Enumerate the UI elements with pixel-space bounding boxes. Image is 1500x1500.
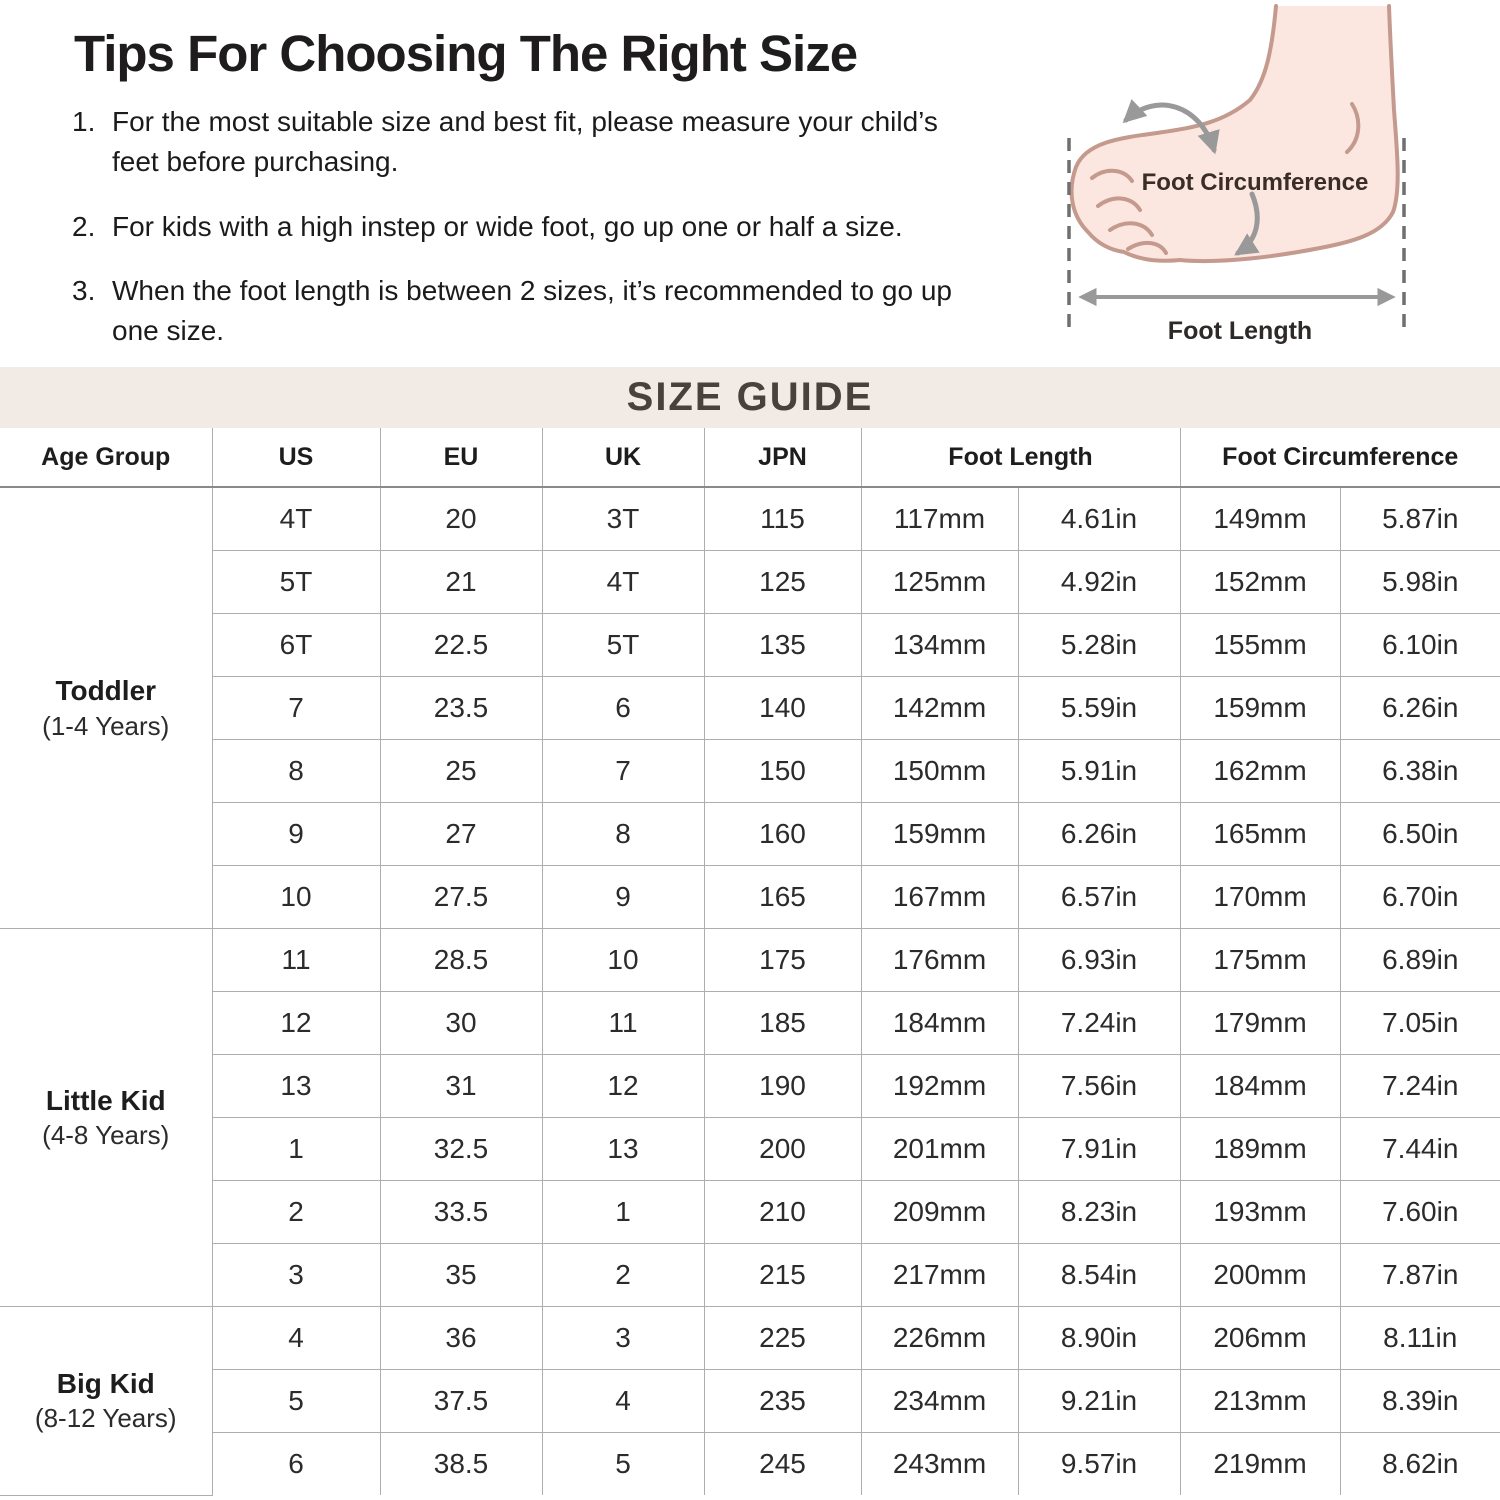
table-row	[0, 1369, 1500, 1432]
size-cell: 25	[380, 739, 542, 802]
table-row	[0, 676, 1500, 739]
size-cell: 167mm	[861, 865, 1018, 928]
size-cell: 11	[542, 991, 704, 1054]
size-cell: 7.44in	[1340, 1117, 1500, 1180]
size-cell: 234mm	[861, 1369, 1018, 1432]
size-cell: 149mm	[1180, 487, 1340, 550]
column-header-foot-length: Foot Length	[861, 428, 1180, 487]
size-cell: 179mm	[1180, 991, 1340, 1054]
tip-item-3	[72, 271, 1022, 351]
size-cell: 152mm	[1180, 550, 1340, 613]
column-header-age-group: Age Group	[0, 428, 212, 487]
size-cell: 8.11in	[1340, 1306, 1500, 1369]
size-cell: 33.5	[380, 1180, 542, 1243]
size-cell: 8.62in	[1340, 1432, 1500, 1495]
size-cell: 38.5	[380, 1432, 542, 1495]
table-row	[0, 802, 1500, 865]
size-cell: 27	[380, 802, 542, 865]
column-header-uk: UK	[542, 428, 704, 487]
size-cell: 7.56in	[1018, 1054, 1180, 1117]
size-cell: 159mm	[1180, 676, 1340, 739]
tips-section	[0, 0, 1500, 367]
size-cell: 9.21in	[1018, 1369, 1180, 1432]
size-cell: 7.05in	[1340, 991, 1500, 1054]
size-cell: 3T	[542, 487, 704, 550]
size-cell: 36	[380, 1306, 542, 1369]
table-row	[0, 1306, 1500, 1369]
size-cell: 125mm	[861, 550, 1018, 613]
foot-length-label: Foot Length	[1167, 317, 1313, 345]
age-group-range: (8-12 Years)	[34, 1403, 177, 1434]
tip-number: 1.	[72, 106, 96, 137]
size-cell: 7.60in	[1340, 1180, 1500, 1243]
size-cell: 200	[704, 1117, 861, 1180]
size-cell: 3	[542, 1306, 704, 1369]
size-cell: 21	[380, 550, 542, 613]
size-cell: 13	[542, 1117, 704, 1180]
size-cell: 35	[380, 1243, 542, 1306]
size-cell: 4.61in	[1018, 487, 1180, 550]
size-cell: 243mm	[861, 1432, 1018, 1495]
age-group-name: Toddler	[55, 675, 157, 707]
size-cell: 11	[212, 928, 380, 991]
size-cell: 5.98in	[1340, 550, 1500, 613]
size-cell: 5.59in	[1018, 676, 1180, 739]
size-cell: 20	[380, 487, 542, 550]
size-cell: 12	[212, 991, 380, 1054]
size-cell: 150	[704, 739, 861, 802]
size-cell: 6.70in	[1340, 865, 1500, 928]
size-cell: 6.89in	[1340, 928, 1500, 991]
size-cell: 140	[704, 676, 861, 739]
column-header-us: US	[212, 428, 380, 487]
size-cell: 3	[212, 1243, 380, 1306]
size-table-body	[0, 487, 1500, 1495]
size-cell: 4.92in	[1018, 550, 1180, 613]
size-cell: 6.38in	[1340, 739, 1500, 802]
size-cell: 7.91in	[1018, 1117, 1180, 1180]
size-cell: 155mm	[1180, 613, 1340, 676]
foot-circumference-label: Foot Circumference	[1141, 169, 1369, 196]
size-cell: 217mm	[861, 1243, 1018, 1306]
age-group-range: (1-4 Years)	[42, 710, 170, 741]
size-cell: 7	[542, 739, 704, 802]
size-cell: 6T	[212, 613, 380, 676]
size-cell: 23.5	[380, 676, 542, 739]
size-cell: 13	[212, 1054, 380, 1117]
size-cell: 7.24in	[1018, 991, 1180, 1054]
size-cell: 5	[542, 1432, 704, 1495]
table-row	[0, 1054, 1500, 1117]
tip-number: 2.	[72, 210, 96, 242]
table-row	[0, 1432, 1500, 1495]
age-group-cell	[0, 928, 212, 1306]
size-cell: 5.91in	[1018, 739, 1180, 802]
tips-list	[72, 102, 1022, 376]
size-cell: 10	[542, 928, 704, 991]
size-cell: 5	[212, 1369, 380, 1432]
tip-text: When the foot length is between 2 sizes, it’s recommended to go up one size.	[112, 275, 952, 346]
size-cell: 206mm	[1180, 1306, 1340, 1369]
size-cell: 6.93in	[1018, 928, 1180, 991]
size-cell: 135	[704, 613, 861, 676]
size-cell: 4	[212, 1306, 380, 1369]
size-cell: 4T	[212, 487, 380, 550]
table-row	[0, 550, 1500, 613]
tip-item-1	[72, 102, 1022, 182]
size-cell: 2	[212, 1180, 380, 1243]
size-cell: 165mm	[1180, 802, 1340, 865]
size-cell: 162mm	[1180, 739, 1340, 802]
size-cell: 225	[704, 1306, 861, 1369]
size-cell: 176mm	[861, 928, 1018, 991]
size-cell: 215	[704, 1243, 861, 1306]
foot-illustration-svg	[1052, 0, 1418, 360]
column-header-eu: EU	[380, 428, 542, 487]
size-cell: 22.5	[380, 613, 542, 676]
table-row	[0, 487, 1500, 550]
size-cell: 37.5	[380, 1369, 542, 1432]
size-cell: 27.5	[380, 865, 542, 928]
column-header-foot-circumference: Foot Circumference	[1180, 428, 1500, 487]
size-cell: 6.50in	[1340, 802, 1500, 865]
size-cell: 193mm	[1180, 1180, 1340, 1243]
size-cell: 8.39in	[1340, 1369, 1500, 1432]
size-cell: 134mm	[861, 613, 1018, 676]
page-title: Tips For Choosing The Right Size	[74, 25, 858, 82]
size-cell: 32.5	[380, 1117, 542, 1180]
age-group-cell	[0, 1306, 212, 1495]
size-cell: 8.90in	[1018, 1306, 1180, 1369]
size-cell: 5.87in	[1340, 487, 1500, 550]
size-cell: 5T	[542, 613, 704, 676]
table-row	[0, 928, 1500, 991]
age-group-name: Little Kid	[45, 1084, 166, 1116]
table-row	[0, 613, 1500, 676]
table-row	[0, 1117, 1500, 1180]
size-guide-banner	[0, 367, 1500, 428]
size-cell: 200mm	[1180, 1243, 1340, 1306]
size-cell: 8	[542, 802, 704, 865]
table-row	[0, 739, 1500, 802]
size-cell: 10	[212, 865, 380, 928]
size-cell: 115	[704, 487, 861, 550]
size-cell: 150mm	[861, 739, 1018, 802]
table-row	[0, 865, 1500, 928]
age-group-range: (4-8 Years)	[42, 1119, 170, 1150]
size-cell: 165	[704, 865, 861, 928]
table-header-row	[0, 428, 1500, 487]
size-cell: 1	[212, 1117, 380, 1180]
age-group-name: Big Kid	[56, 1368, 155, 1400]
size-cell: 189mm	[1180, 1117, 1340, 1180]
column-header-jpn: JPN	[704, 428, 861, 487]
size-guide-banner-title: SIZE GUIDE	[626, 375, 874, 419]
size-cell: 8.23in	[1018, 1180, 1180, 1243]
size-cell: 6.26in	[1340, 676, 1500, 739]
size-cell: 210	[704, 1180, 861, 1243]
size-cell: 219mm	[1180, 1432, 1340, 1495]
size-cell: 5T	[212, 550, 380, 613]
size-cell: 201mm	[861, 1117, 1018, 1180]
table-row	[0, 1243, 1500, 1306]
size-cell: 6	[542, 676, 704, 739]
tip-number: 3.	[72, 275, 96, 307]
size-cell: 192mm	[861, 1054, 1018, 1117]
size-cell: 1	[542, 1180, 704, 1243]
size-cell: 4	[542, 1369, 704, 1432]
size-cell: 6.57in	[1018, 865, 1180, 928]
size-cell: 175mm	[1180, 928, 1340, 991]
size-guide-table	[0, 428, 1500, 1496]
size-cell: 245	[704, 1432, 861, 1495]
size-cell: 8.54in	[1018, 1243, 1180, 1306]
size-cell: 9	[542, 865, 704, 928]
size-cell: 5.28in	[1018, 613, 1180, 676]
size-cell: 6.10in	[1340, 613, 1500, 676]
size-cell: 12	[542, 1054, 704, 1117]
size-cell: 9	[212, 802, 380, 865]
size-cell: 7	[212, 676, 380, 739]
size-cell: 184mm	[861, 991, 1018, 1054]
size-cell: 9.57in	[1018, 1432, 1180, 1495]
size-cell: 175	[704, 928, 861, 991]
table-row	[0, 1180, 1500, 1243]
size-cell: 159mm	[861, 802, 1018, 865]
tip-item-2	[72, 207, 1022, 247]
size-cell: 31	[380, 1054, 542, 1117]
size-cell: 170mm	[1180, 865, 1340, 928]
tip-text: For the most suitable size and best fit, please measure your child’s feet before purchasing.	[112, 106, 938, 177]
size-cell: 7.87in	[1340, 1243, 1500, 1306]
size-cell: 7.24in	[1340, 1054, 1500, 1117]
size-cell: 185	[704, 991, 861, 1054]
tip-text: For kids with a high instep or wide foot, go up one or half a size.	[112, 210, 903, 242]
size-cell: 190	[704, 1054, 861, 1117]
size-cell: 117mm	[861, 487, 1018, 550]
foot-measurement-illustration	[1052, 0, 1418, 360]
table-row	[0, 991, 1500, 1054]
size-cell: 209mm	[861, 1180, 1018, 1243]
size-cell: 184mm	[1180, 1054, 1340, 1117]
size-cell: 213mm	[1180, 1369, 1340, 1432]
size-cell: 4T	[542, 550, 704, 613]
size-cell: 160	[704, 802, 861, 865]
size-cell: 125	[704, 550, 861, 613]
size-cell: 2	[542, 1243, 704, 1306]
size-cell: 30	[380, 991, 542, 1054]
age-group-cell	[0, 487, 212, 928]
size-cell: 142mm	[861, 676, 1018, 739]
size-cell: 226mm	[861, 1306, 1018, 1369]
size-cell: 6	[212, 1432, 380, 1495]
size-cell: 8	[212, 739, 380, 802]
size-cell: 235	[704, 1369, 861, 1432]
size-cell: 6.26in	[1018, 802, 1180, 865]
size-cell: 28.5	[380, 928, 542, 991]
